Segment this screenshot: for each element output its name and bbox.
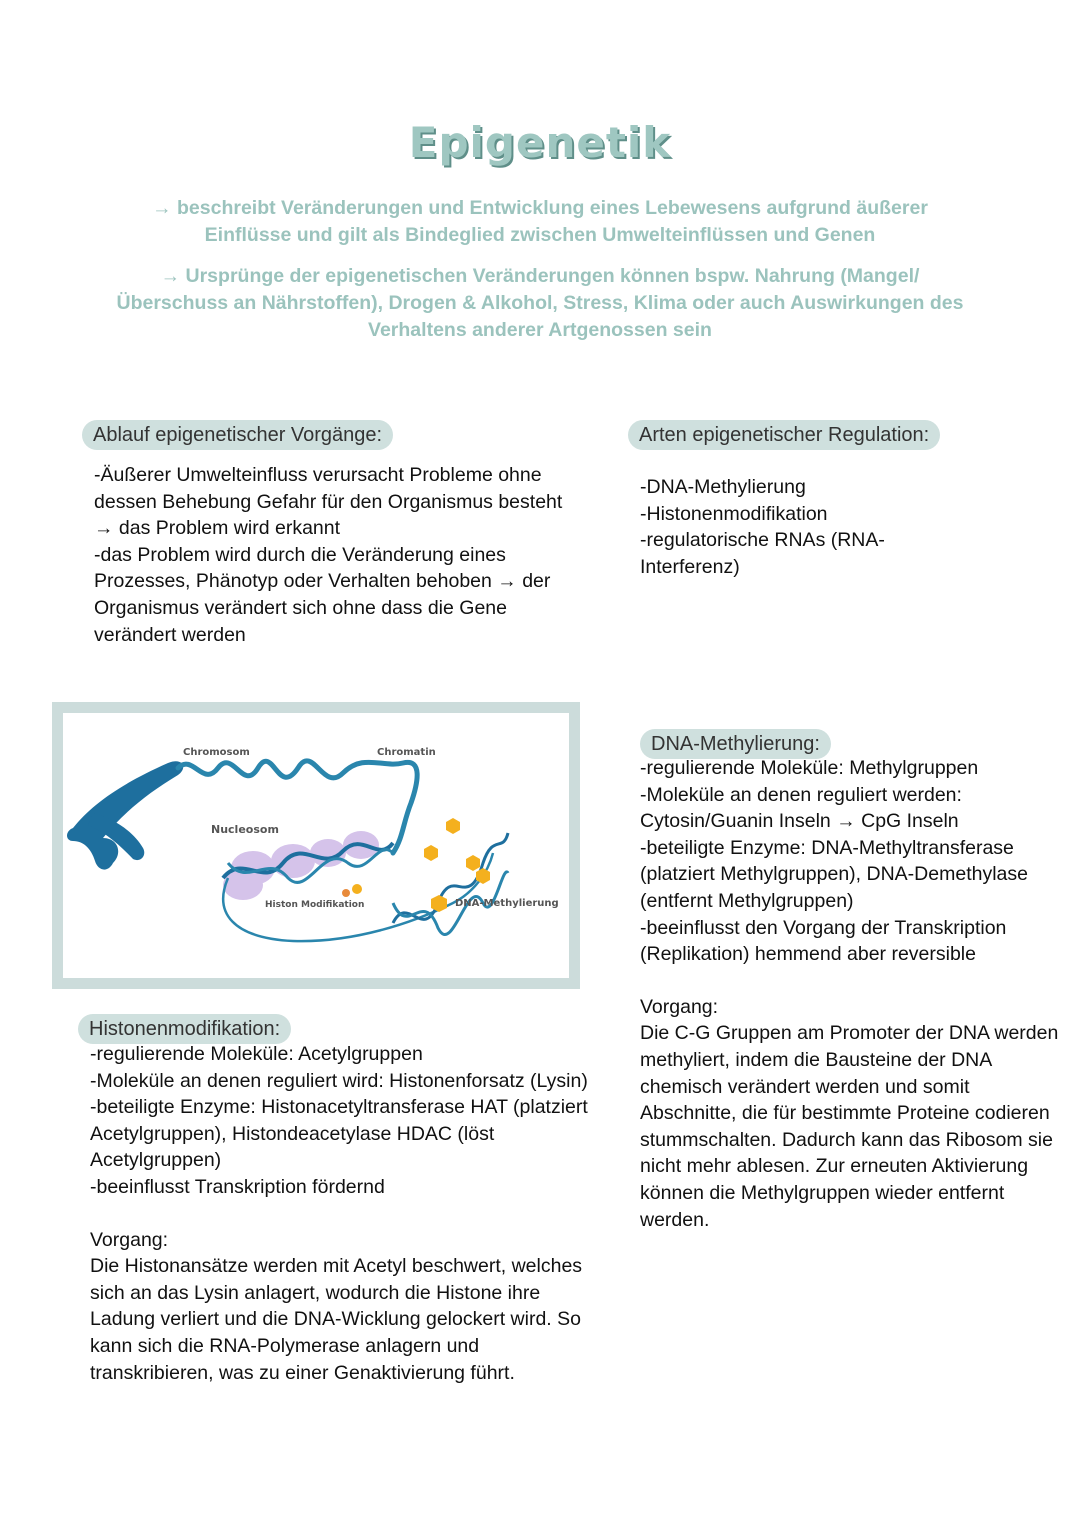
label-chromatin: Chromatin [377,747,436,758]
methylierung-vorgang-line: chemisch verändert werden und somit [640,1075,970,1098]
label-nucleosom: Nucleosom [211,823,279,836]
label-chromosom: Chromosom [183,747,250,758]
methylierung-vorgang-line: werden. [640,1208,710,1231]
nucleosomes [223,831,393,900]
methylierung-heading: DNA-Methylierung: [640,729,831,759]
histon-heading: Histonenmodifikation: [78,1014,291,1044]
methylierung-vorgang-line: Die C-G Gruppen am Promoter der DNA werden [640,1022,1059,1045]
methyl-hexagon [446,818,460,834]
methylierung-line: (Replikation) hemmend aber reversible [640,943,976,966]
histon-line: -Moleküle an denen reguliert wird: Histonenforsatz (Lysin) [90,1069,588,1092]
epigenetics-illustration [63,713,569,978]
methylierung-vorgang-line: nicht mehr ablesen. Zur erneuten Aktivierung [640,1155,1029,1178]
spacer [90,1201,590,1227]
page-title: Epigenetik [408,118,672,167]
methylierung-line: -beeinflusst den Vorgang der Transkription [640,916,1007,939]
histon-line: Acetylgruppen), Histondeacetylase HDAC (löst [90,1122,495,1145]
intro-paragraph-2: → Ursprünge der epigenetischen Veränderungen können bspw. Nahrung (Mangel/Überschuss an Nährstoffen), Drogen & Alkohol, Stress, Klima oder auch Auswirkungen des Verhaltens anderer Artgenossen sein [116,265,964,341]
histon-vorgang-line: transkribieren, was zu einer Genaktivierung führt. [90,1361,515,1384]
ablauf-line: -Äußerer Umwelteinfluss verursacht Probleme ohne [94,464,542,486]
methylierung-vorgang-line: methyliert, indem die Bausteine der DNA [640,1048,993,1071]
methylierung-line: -beteiligte Enzyme: DNA-Methyltransferase [640,836,1014,859]
nucleosome [271,844,315,878]
methylierung-vorgang-line: stummschalten. Dadurch kann das Ribosom sie [640,1128,1053,1151]
methylierung-line: (entfernt Methylgruppen) [640,889,854,912]
label-dna-methylierung: DNA-Methylierung [455,898,559,909]
methyl-hexagon [424,845,438,861]
arten-text [640,474,1040,580]
methylierung-vorgang-line: Abschnitte, die für bestimmte Proteine codieren [640,1102,1050,1125]
histon-line: -beeinflusst Transkription fördernd [90,1175,385,1198]
histon-vorgang-heading: Vorgang: [90,1228,169,1251]
epigenetics-figure [52,702,580,989]
ablauf-text [94,462,574,648]
arten-line: -regulatorische RNAs (RNA- [640,529,885,552]
arten-line: -DNA-Methylierung [640,476,806,498]
histon-vorgang-line: sich an das Lysin anlagert, wodurch die Histone ihre [90,1281,541,1304]
methylierung-line: (platziert Methylgruppen), DNA-Demethylase [640,863,1028,886]
arten-line: -Histonenmodifikation [640,502,828,525]
arten-heading: Arten epigenetischer Regulation: [628,420,940,450]
ablauf-line: → das Problem wird erkannt [94,517,341,540]
methylierung-vorgang-line: können die Methylgruppen wieder entfernt [640,1181,1005,1204]
methylierung-text [640,755,1060,1233]
histon-line: Acetylgruppen) [90,1149,222,1172]
histon-line: -regulierende Moleküle: Acetylgruppen [90,1043,423,1065]
ablauf-line: Organismus verändert sich ohne dass die Gene [94,596,507,619]
ablauf-line: -das Problem wird durch die Veränderung eines [94,543,506,566]
methylierung-line: -regulierende Moleküle: Methylgruppen [640,757,979,779]
label-histon-modifikation: Histon Modifikation [265,900,365,910]
ablauf-line: Prozesses, Phänotyp oder Verhalten behoben → der [94,570,551,593]
histon-vorgang-line: Die Histonansätze werden mit Acetyl beschwert, welches [90,1255,583,1278]
intro-paragraph-1: → beschreibt Veränderungen und Entwicklung eines Lebewesens aufgrund äußerer Einflüsse und gilt als Bindeglied zwischen Umwelteinflüssen und Genen [152,197,928,246]
chromosome-body [67,761,183,869]
histon-text [90,1041,590,1386]
histon-vorgang-line: Ladung verliert und die DNA-Wicklung gelockert wird. So [90,1308,581,1331]
arten-line: Interferenz) [640,555,740,578]
histone-marker [352,884,362,894]
methylierung-line: Cytosin/Guanin Inseln → CpG Inseln [640,810,959,833]
spacer [640,968,1060,994]
methylierung-line: -Moleküle an denen reguliert werden: [640,783,962,806]
ablauf-line: verändert werden [94,623,246,646]
chromosome-icon [67,761,183,869]
chromatin-strand [178,761,417,853]
dna-double-helix [393,833,508,935]
methyl-hexagon [466,855,480,871]
figure-canvas [63,713,569,978]
helix-strand [393,833,508,923]
histone-marker [342,889,350,897]
methyl-hexagon [431,895,447,912]
histon-vorgang-line: kann sich die RNA-Polymerase anlagern und [90,1334,480,1357]
methylierung-vorgang-heading: Vorgang: [640,995,719,1018]
ablauf-heading: Ablauf epigenetischer Vorgänge: [82,420,393,450]
ablauf-line: dessen Behebung Gefahr für den Organismus besteht [94,490,563,513]
histon-line: -beteiligte Enzyme: Histonacetyltransferase HAT (platziert [90,1096,588,1119]
